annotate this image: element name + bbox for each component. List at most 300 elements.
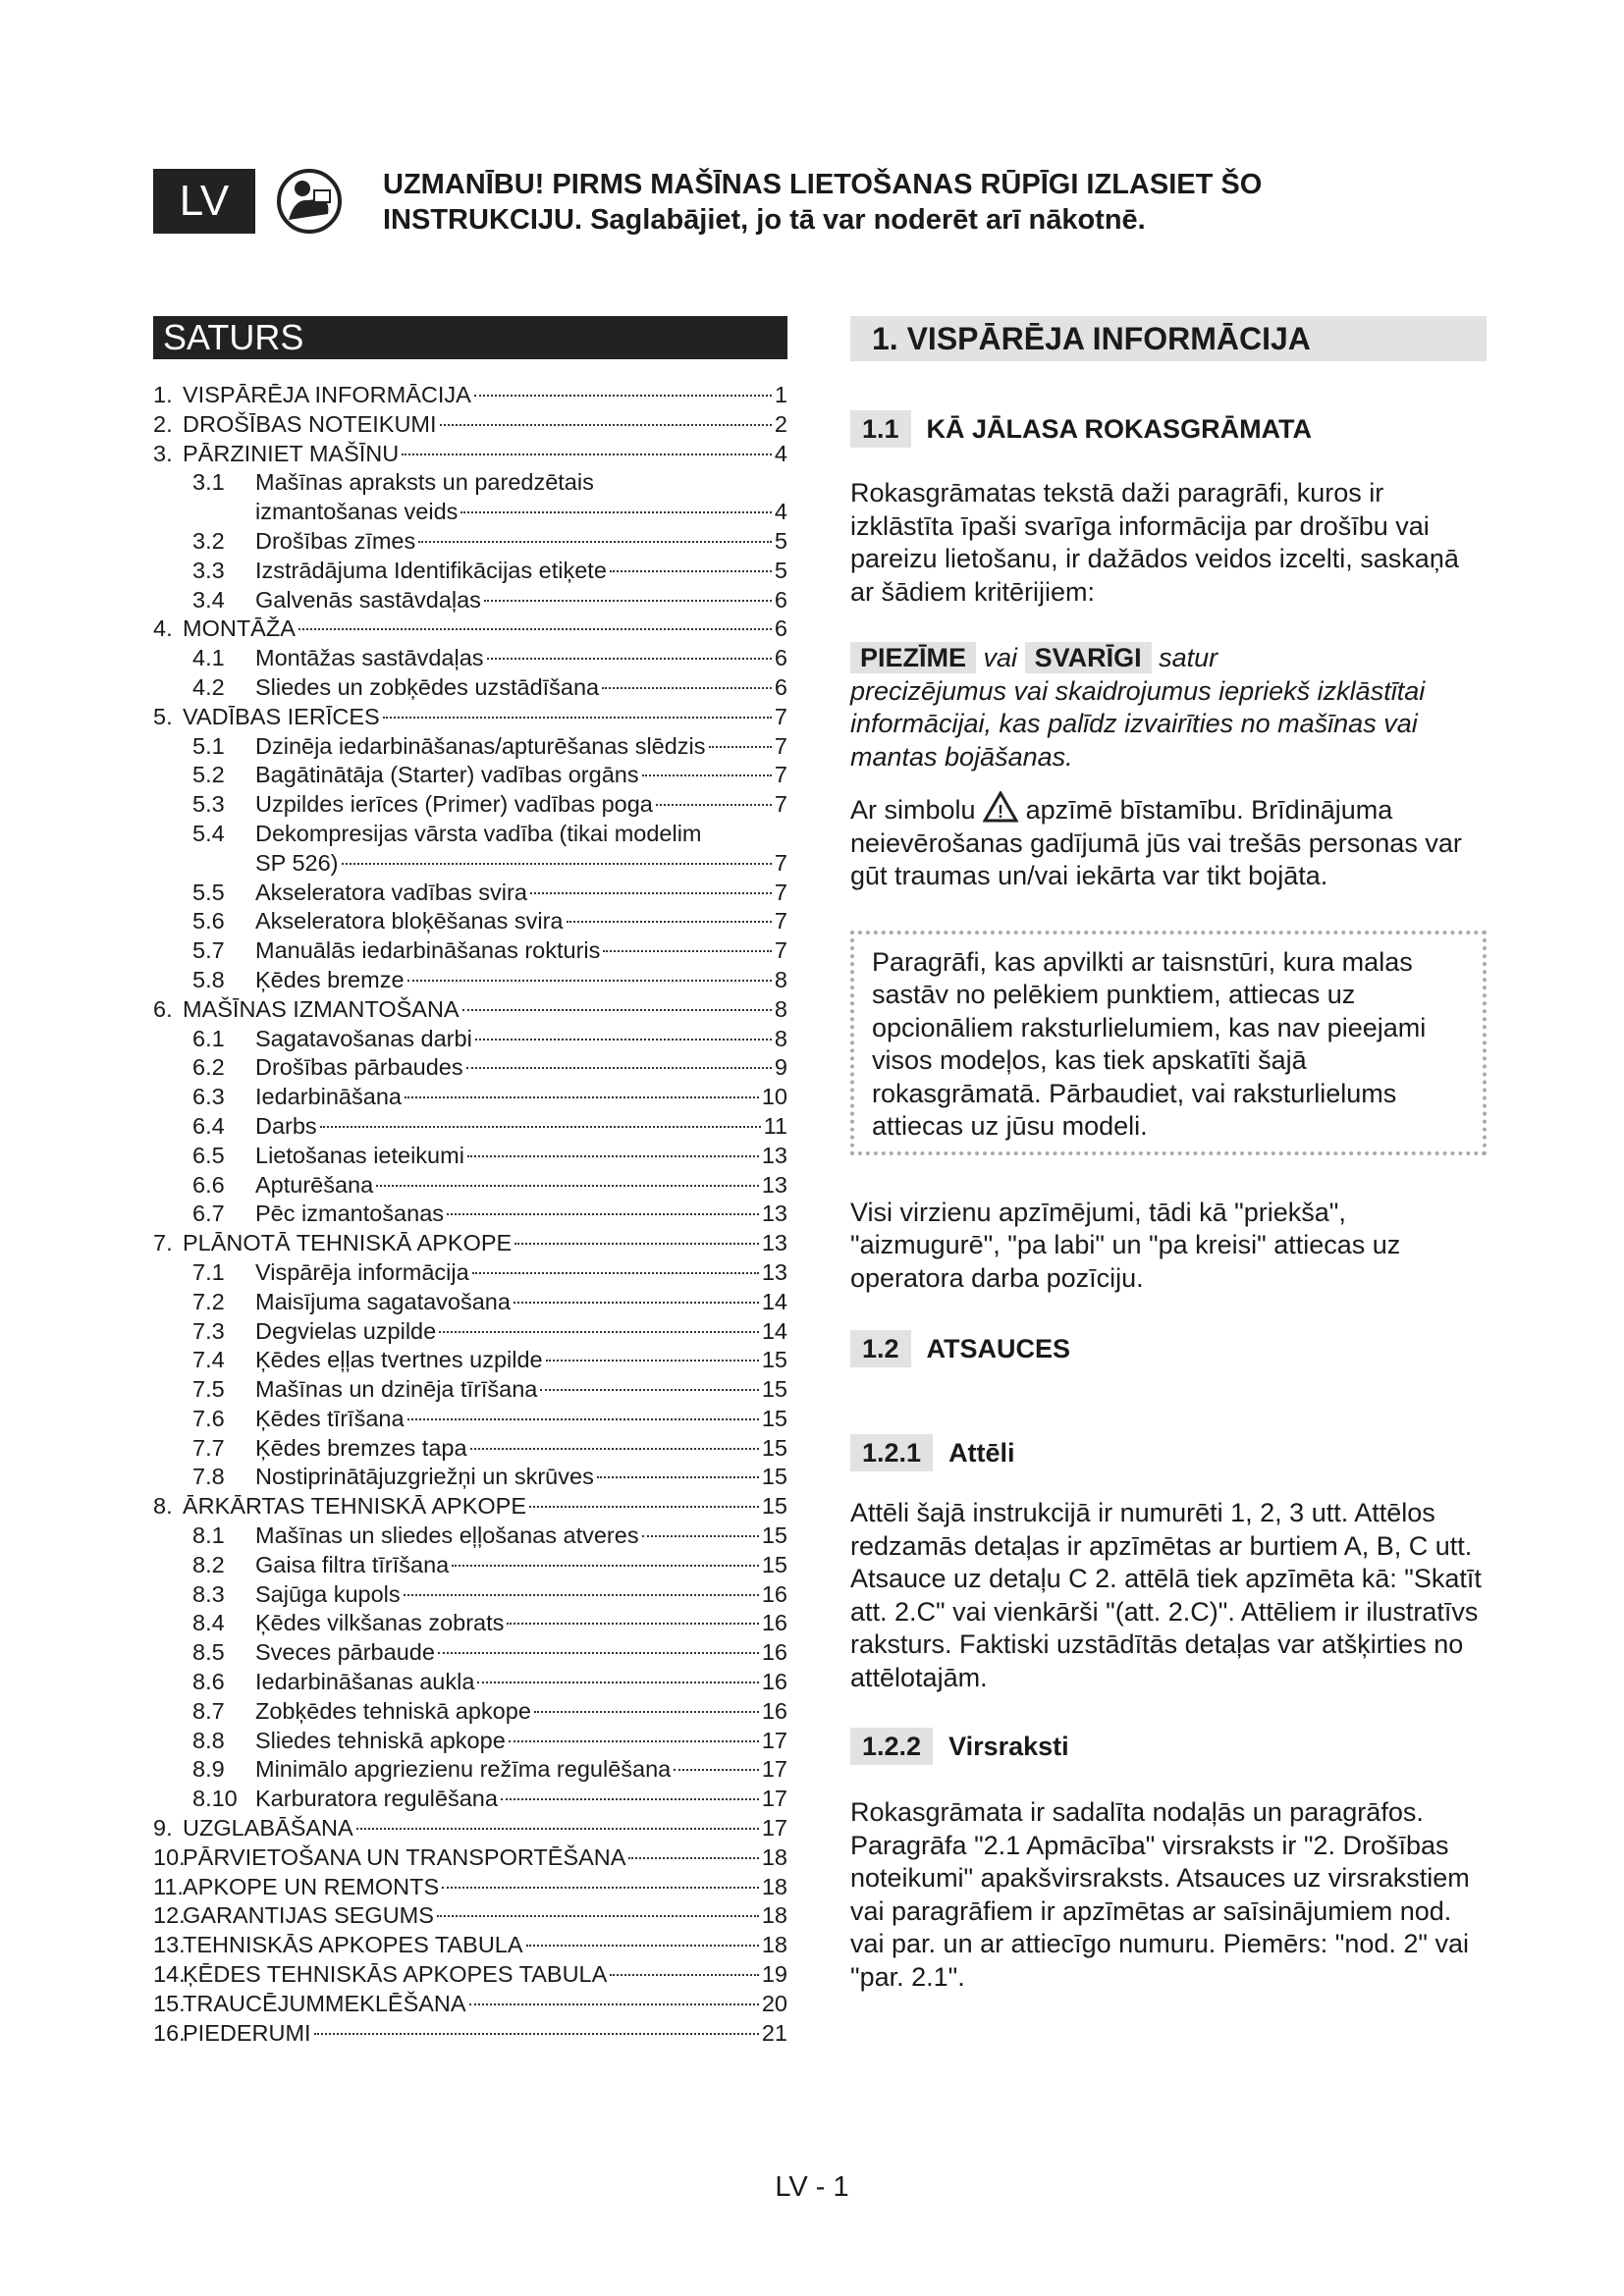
toc-entry-page: 15 bbox=[761, 1551, 787, 1577]
toc-entry[interactable] bbox=[153, 527, 787, 557]
toc-entry-page: 14 bbox=[761, 1317, 787, 1344]
toc-entry-title: Pēc izmantošanas bbox=[255, 1201, 445, 1227]
toc-entry-title: DROŠĪBAS NOTEIKUMI bbox=[183, 410, 437, 437]
svg-text:!: ! bbox=[998, 802, 1004, 822]
toc-entry-page: 17 bbox=[761, 1815, 787, 1842]
toc-entry-page: 6 bbox=[774, 615, 787, 642]
toc-entry-page: 15 bbox=[761, 1434, 787, 1461]
toc-leader-dots bbox=[407, 1418, 759, 1420]
toc-entry-page: 13 bbox=[761, 1142, 787, 1168]
toc-entry-title: Mašīnas apraksts un paredzētais bbox=[255, 469, 594, 496]
toc-entry-page: 13 bbox=[761, 1171, 787, 1198]
section-title: 1. VISPĀRĒJA INFORMĀCIJA bbox=[850, 316, 1487, 361]
toc-leader-dots bbox=[342, 863, 772, 865]
toc-entry-number: 6.5 bbox=[192, 1142, 225, 1168]
toc-entry[interactable] bbox=[153, 2019, 787, 2049]
toc-entry-page: 1 bbox=[774, 382, 787, 407]
toc-leader-dots bbox=[383, 717, 772, 719]
toc-entry[interactable] bbox=[153, 1258, 787, 1288]
toc-entry[interactable] bbox=[153, 586, 787, 615]
toc-entry-page: 15 bbox=[761, 1376, 787, 1403]
toc-entry[interactable] bbox=[153, 1142, 787, 1171]
toc-entry[interactable] bbox=[153, 1668, 787, 1697]
subsection-number: 1.2.1 bbox=[850, 1434, 933, 1471]
toc-entry-page: 17 bbox=[761, 1727, 787, 1753]
toc-entry-page: 15 bbox=[761, 1522, 787, 1549]
toc-leader-dots bbox=[438, 1652, 759, 1654]
toc-entry-page: 15 bbox=[761, 1493, 787, 1520]
toc-entry[interactable] bbox=[153, 1727, 787, 1756]
toc-entry-page: 7 bbox=[774, 762, 787, 788]
toc-leader-dots bbox=[484, 600, 772, 602]
toc-entry[interactable] bbox=[153, 849, 787, 879]
toc-entry-number: 2. bbox=[153, 410, 173, 437]
toc-entry-title: Bagātinātāja (Starter) vadības orgāns bbox=[255, 762, 639, 788]
toc-entry-page: 18 bbox=[761, 1873, 787, 1899]
toc-entry-page: 11 bbox=[763, 1112, 787, 1139]
toc-entry-number: 8.4 bbox=[192, 1610, 225, 1636]
toc-entry-title: Iedarbināšana bbox=[255, 1084, 402, 1110]
toc-entry[interactable] bbox=[153, 1317, 787, 1347]
toc-entry-title: TEHNISKĀS APKOPES TABULA bbox=[183, 1932, 523, 1958]
note-chip: PIEZĪME bbox=[850, 642, 976, 673]
toc-entry-number: 9. bbox=[153, 1815, 173, 1842]
toc-entry-number: 7.6 bbox=[192, 1405, 225, 1431]
toc-entry[interactable] bbox=[153, 879, 787, 908]
toc-entry-page: 6 bbox=[774, 673, 787, 700]
toc-leader-dots bbox=[472, 1272, 759, 1274]
toc-entry-number: 8.5 bbox=[192, 1639, 225, 1666]
subsection-title: KĀ JĀLASA ROKASGRĀMATA bbox=[926, 413, 1313, 444]
toc-entry[interactable] bbox=[153, 1434, 787, 1464]
toc-entry-page: 9 bbox=[774, 1054, 787, 1081]
page-number: LV - 1 bbox=[775, 2171, 849, 2203]
toc-entry[interactable] bbox=[153, 1492, 787, 1522]
toc-title: SATURS bbox=[153, 316, 787, 359]
toc-entry-title: Dekompresijas vārsta vadība (tikai modelim bbox=[255, 820, 702, 846]
toc-entry-page: 18 bbox=[761, 1932, 787, 1958]
toc-entry-page: 7 bbox=[774, 879, 787, 905]
danger-post: apzīmē bīstamību. Brīdinājuma neievērošanas gadījumā jūs vai trešās personas var gūt traumas un/vai iekārta var tikt bojāta. bbox=[850, 795, 1462, 890]
toc-entry-page: 19 bbox=[761, 1961, 787, 1988]
subsection-number: 1.2 bbox=[850, 1330, 911, 1367]
toc-entry-page: 16 bbox=[761, 1669, 787, 1695]
toc-entry-number: 1. bbox=[153, 382, 173, 407]
toc-entry-title: Sliedes tehniskā apkope bbox=[255, 1727, 506, 1753]
toc-entry-page: 13 bbox=[761, 1258, 787, 1285]
toc-entry-number: 6.6 bbox=[192, 1171, 225, 1198]
toc-leader-dots bbox=[376, 1185, 759, 1187]
warning-line-1: UZMANĪBU! PIRMS MAŠĪNAS LIETOŠANAS RŪPĪGI IZLASIET ŠO bbox=[383, 169, 1263, 200]
toc-entry-page: 5 bbox=[774, 527, 787, 554]
toc-entry-title: VISPĀRĒJA INFORMĀCIJA bbox=[183, 382, 471, 407]
toc-leader-dots bbox=[439, 1331, 759, 1333]
toc-entry[interactable] bbox=[153, 907, 787, 936]
toc-entry-number: 7.7 bbox=[192, 1434, 225, 1461]
toc-entry-title: Iedarbināšanas aukla bbox=[255, 1669, 475, 1695]
toc-leader-dots bbox=[418, 541, 772, 543]
toc-entry-title: ĀRKĀRTAS TEHNISKĀ APKOPE bbox=[183, 1493, 527, 1520]
toc-entry-page: 10 bbox=[761, 1084, 787, 1110]
toc-leader-dots bbox=[546, 1360, 759, 1362]
toc-entry-title: MAŠĪNAS IZMANTOŠANA bbox=[183, 995, 460, 1022]
toc-entry[interactable] bbox=[153, 1638, 787, 1668]
important-chip: SVARĪGI bbox=[1025, 642, 1152, 673]
toc-leader-dots bbox=[530, 892, 772, 894]
right-column bbox=[850, 316, 1487, 1994]
toc-leader-dots bbox=[567, 921, 772, 923]
toc-leader-dots bbox=[603, 950, 772, 952]
toc-leader-dots bbox=[442, 1887, 759, 1889]
toc-entry-number: 6. bbox=[153, 995, 173, 1022]
toc-entry-page: 16 bbox=[761, 1610, 787, 1636]
toc-entry[interactable] bbox=[153, 1551, 787, 1580]
toc-leader-dots bbox=[501, 1798, 759, 1800]
toc-entry[interactable] bbox=[153, 820, 787, 849]
toc-entry[interactable] bbox=[153, 1375, 787, 1405]
paragraph-headings: Rokasgrāmata ir sadalīta nodaļās un paragrāfos. Paragrāfa "2.1 Apmācība" virsraksts ir "2. Drošības noteikumi" apakšvirsraksts. Atsauces uz virsrakstiem vai paragrāfiem ir apzīmētas ar saīsinājumiem nod. vai par. un ar attiecīgo numuru. Piemērs: "nod. 2" vai "par. 2.1". bbox=[850, 1797, 1470, 1992]
language-badge: LV bbox=[153, 169, 255, 234]
toc-entry-number: 6.3 bbox=[192, 1084, 225, 1110]
toc-entry-title: Mašīnas un sliedes eļļošanas atveres bbox=[255, 1522, 639, 1549]
toc-entry-page: 8 bbox=[774, 1025, 787, 1051]
toc-leader-dots bbox=[470, 1448, 759, 1450]
toc-leader-dots bbox=[466, 1067, 772, 1069]
toc-entry[interactable] bbox=[153, 1083, 787, 1112]
subsection-number: 1.1 bbox=[850, 410, 911, 448]
toc-entry[interactable] bbox=[153, 614, 787, 644]
toc-entry-title: Nostiprinātājuzgriežņi un skrūves bbox=[255, 1464, 594, 1490]
toc-entry-title: PLĀNOTĀ TEHNISKĀ APKOPE bbox=[183, 1230, 513, 1256]
toc-entry-number: 13. bbox=[153, 1932, 186, 1958]
toc-entry-title: Mašīnas un dzinēja tīrīšana bbox=[255, 1376, 538, 1403]
toc-entry[interactable] bbox=[153, 966, 787, 995]
toc-entry-number: 4. bbox=[153, 615, 173, 642]
toc-leader-dots bbox=[610, 1974, 759, 1976]
toc-entry-title: Ķēdes bremzes tapa bbox=[255, 1434, 467, 1461]
toc-entry[interactable] bbox=[153, 1785, 787, 1814]
toc-entry[interactable] bbox=[153, 1522, 787, 1551]
toc-entry[interactable] bbox=[153, 1609, 787, 1638]
toc-entry[interactable] bbox=[153, 410, 787, 440]
toc-entry[interactable] bbox=[153, 1960, 787, 1990]
toc-entry-title: Drošības zīmes bbox=[255, 527, 416, 554]
chip-or: vai bbox=[983, 643, 1018, 672]
toc-leader-dots bbox=[526, 1945, 759, 1947]
toc-entry-number: 4.2 bbox=[192, 673, 225, 700]
toc-entry-page: 7 bbox=[774, 703, 787, 729]
toc-entry-title: izmantošanas veids bbox=[255, 499, 459, 525]
toc-entry-title: Montāžas sastāvdaļas bbox=[255, 645, 484, 671]
paragraph-figures: Attēli šajā instrukcijā ir numurēti 1, 2, 3 utt. Attēlos redzamās detaļas ir apzīmētas ar burtiem A, B, C utt. Atsauce uz detaļu C 2. attēlā tiek apzīmēta kā: "Skatīt att. 2.C" vai vienkārši "(att. 2.C)". Attēliem ir ilustratīvs raksturs. Faktiski uzstādītās detaļas var atšķirties no attēlotajām. bbox=[850, 1498, 1482, 1692]
toc-entry-page: 13 bbox=[761, 1201, 787, 1227]
toc-entry-number: 5. bbox=[153, 703, 173, 729]
table-of-contents bbox=[153, 381, 787, 2048]
toc-entry[interactable] bbox=[153, 1200, 787, 1229]
warning-header bbox=[383, 167, 1542, 238]
toc-entry-page: 15 bbox=[761, 1405, 787, 1431]
toc-entry-number: 4.1 bbox=[192, 645, 225, 671]
toc-entry-number: 8.7 bbox=[192, 1697, 225, 1724]
toc-entry-number: 3.2 bbox=[192, 527, 225, 554]
toc-entry-page: 15 bbox=[761, 1347, 787, 1373]
toc-entry-number: 15. bbox=[153, 1990, 186, 2016]
toc-leader-dots bbox=[452, 1565, 759, 1567]
toc-entry-title: Akseleratora vadības svira bbox=[255, 879, 527, 905]
toc-entry-number: 7.5 bbox=[192, 1376, 225, 1403]
toc-entry[interactable] bbox=[153, 1755, 787, 1785]
toc-leader-dots bbox=[507, 1623, 758, 1625]
toc-entry[interactable] bbox=[153, 468, 787, 498]
toc-entry-title: Karburatora regulēšana bbox=[255, 1786, 498, 1812]
toc-entry[interactable] bbox=[153, 381, 787, 410]
toc-entry[interactable] bbox=[153, 1990, 787, 2019]
toc-entry-number: 7.8 bbox=[192, 1464, 225, 1490]
toc-entry-number: 8.3 bbox=[192, 1580, 225, 1607]
toc-entry[interactable] bbox=[153, 1405, 787, 1434]
toc-leader-dots bbox=[514, 1243, 759, 1245]
toc-entry-page: 7 bbox=[774, 732, 787, 759]
toc-entry-number: 7.4 bbox=[192, 1347, 225, 1373]
toc-entry-title: Vispārēja informācija bbox=[255, 1258, 469, 1285]
toc-leader-dots bbox=[540, 1389, 758, 1391]
toc-entry-title: Sveces pārbaude bbox=[255, 1639, 435, 1666]
toc-entry-number: 12. bbox=[153, 1902, 186, 1929]
toc-entry[interactable] bbox=[153, 732, 787, 762]
toc-entry-number: 5.3 bbox=[192, 791, 225, 818]
toc-entry-title: MONTĀŽA bbox=[183, 615, 296, 642]
optional-feature-box bbox=[850, 931, 1487, 1155]
paragraph-directions: Visi virzienu apzīmējumi, tādi kā "priekša", "aizmugurē", "pa labi" un "pa kreisi" attiecas uz operatora darba pozīciju. bbox=[850, 1197, 1401, 1293]
toc-entry-number: 5.8 bbox=[192, 966, 225, 992]
toc-entry-title: Sajūga kupols bbox=[255, 1580, 401, 1607]
chip-tail: satur bbox=[1159, 643, 1218, 672]
toc-entry-title: APKOPE UN REMONTS bbox=[183, 1873, 440, 1899]
toc-entry[interactable] bbox=[153, 936, 787, 966]
toc-leader-dots bbox=[487, 658, 772, 660]
toc-entry[interactable] bbox=[153, 673, 787, 703]
toc-leader-dots bbox=[628, 1857, 758, 1859]
paragraph-note bbox=[850, 642, 1487, 774]
toc-leader-dots bbox=[437, 1915, 759, 1917]
toc-leader-dots bbox=[320, 1126, 761, 1128]
toc-leader-dots bbox=[407, 980, 772, 982]
toc-entry-title: PĀRZINIET MAŠĪNU bbox=[183, 440, 400, 466]
toc-entry-number: 5.4 bbox=[192, 820, 225, 846]
toc-leader-dots bbox=[656, 804, 772, 806]
toc-entry[interactable] bbox=[153, 995, 787, 1025]
toc-entry-page: 17 bbox=[761, 1756, 787, 1783]
toc-leader-dots bbox=[642, 1535, 759, 1537]
toc-leader-dots bbox=[475, 1039, 772, 1041]
toc-entry-title: Ķēdes eļļas tvertnes uzpilde bbox=[255, 1347, 543, 1373]
subsection-title: Virsraksti bbox=[948, 1731, 1069, 1761]
toc-entry-title: Maisījuma sagatavošana bbox=[255, 1288, 511, 1314]
toc-entry-number: 8. bbox=[153, 1493, 173, 1520]
toc-entry-title: Ķēdes tīrīšana bbox=[255, 1405, 405, 1431]
toc-entry-page: 4 bbox=[774, 440, 787, 466]
toc-entry[interactable] bbox=[153, 1843, 787, 1873]
toc-entry-page: 7 bbox=[774, 908, 787, 934]
toc-entry[interactable] bbox=[153, 761, 787, 790]
toc-entry-page: 18 bbox=[761, 1843, 787, 1870]
warning-line-2: INSTRUKCIJU. Saglabājiet, jo tā var noderēt arī nākotnē. bbox=[383, 204, 1146, 236]
toc-entry-number: 7.1 bbox=[192, 1258, 225, 1285]
toc-entry[interactable] bbox=[153, 1171, 787, 1201]
toc-entry-title: Degvielas uzpilde bbox=[255, 1317, 437, 1344]
toc-entry-title: Gaisa filtra tīrīšana bbox=[255, 1551, 450, 1577]
toc-leader-dots bbox=[460, 511, 772, 513]
subsection-1-1-header bbox=[850, 410, 1487, 448]
toc-leader-dots bbox=[534, 1711, 759, 1713]
toc-entry-number: 6.7 bbox=[192, 1201, 225, 1227]
toc-entry-number: 5.7 bbox=[192, 937, 225, 964]
toc-leader-dots bbox=[298, 628, 772, 630]
subsection-title: ATSAUCES bbox=[926, 1333, 1071, 1363]
toc-leader-dots bbox=[314, 2033, 759, 2035]
toc-entry-title: VADĪBAS IERĪCES bbox=[183, 703, 380, 729]
toc-entry-page: 7 bbox=[774, 849, 787, 876]
warning-triangle-icon bbox=[983, 791, 1018, 823]
toc-entry-number: 6.1 bbox=[192, 1025, 225, 1051]
toc-entry-title: ĶĒDES TEHNISKĀS APKOPES TABULA bbox=[183, 1961, 608, 1988]
toc-entry-page: 13 bbox=[761, 1230, 787, 1256]
toc-entry-page: 7 bbox=[774, 791, 787, 818]
read-manual-icon bbox=[275, 169, 344, 234]
toc-entry[interactable] bbox=[153, 1463, 787, 1492]
toc-entry[interactable] bbox=[153, 790, 787, 820]
toc-leader-dots bbox=[440, 424, 772, 426]
toc-entry-title: TRAUCĒJUMMEKLĒŠANA bbox=[183, 1990, 466, 2016]
toc-entry[interactable] bbox=[153, 1288, 787, 1317]
toc-entry-number: 16. bbox=[153, 2019, 186, 2046]
toc-leader-dots bbox=[404, 1594, 759, 1596]
toc-entry-number: 3.3 bbox=[192, 557, 225, 583]
toc-entry[interactable] bbox=[153, 1053, 787, 1083]
toc-entry-title: Galvenās sastāvdaļas bbox=[255, 586, 481, 613]
toc-entry-page: 5 bbox=[774, 557, 787, 583]
toc-entry-title: SP 526) bbox=[255, 849, 339, 876]
toc-entry-page: 21 bbox=[761, 2019, 787, 2046]
toc-entry-title: Ķēdes bremze bbox=[255, 966, 405, 992]
toc-entry-title: Darbs bbox=[255, 1112, 317, 1139]
toc-entry[interactable] bbox=[153, 440, 787, 469]
toc-entry-title: Lietošanas ieteikumi bbox=[255, 1142, 464, 1168]
subsection-1-2-header bbox=[850, 1330, 1487, 1367]
toc-entry[interactable] bbox=[153, 703, 787, 732]
toc-entry-page: 4 bbox=[774, 499, 787, 525]
toc-leader-dots bbox=[447, 1213, 759, 1215]
toc-entry-number: 5.2 bbox=[192, 762, 225, 788]
toc-entry-number: 6.2 bbox=[192, 1054, 225, 1081]
note-text: precizējumus vai skaidrojumus iepriekš izklāstītai informācijai, kas palīdz izvairīties no mašīnas vai mantas bojāšanas. bbox=[850, 675, 1426, 772]
toc-entry-page: 8 bbox=[774, 966, 787, 992]
toc-entry-title: GARANTIJAS SEGUMS bbox=[183, 1902, 434, 1929]
toc-entry[interactable] bbox=[153, 1931, 787, 1960]
toc-entry-page: 16 bbox=[761, 1697, 787, 1724]
toc-entry-title: Zobķēdes tehniskā apkope bbox=[255, 1697, 531, 1724]
toc-entry-title: PIEDERUMI bbox=[183, 2019, 311, 2046]
toc-entry-number: 7.3 bbox=[192, 1317, 225, 1344]
toc-entry-page: 18 bbox=[761, 1902, 787, 1929]
toc-entry-page: 20 bbox=[761, 1990, 787, 2016]
toc-entry-number: 10. bbox=[153, 1843, 186, 1870]
toc-entry-number: 8.2 bbox=[192, 1551, 225, 1577]
toc-leader-dots bbox=[674, 1769, 759, 1771]
toc-entry-number: 3.4 bbox=[192, 586, 225, 613]
toc-entry[interactable] bbox=[153, 1697, 787, 1727]
toc-entry[interactable] bbox=[153, 1025, 787, 1054]
toc-entry-title: Minimālo apgriezienu režīma regulēšana bbox=[255, 1756, 672, 1783]
subsection-1-2-1-header bbox=[850, 1434, 1487, 1471]
toc-entry-title: Dzinēja iedarbināšanas/apturēšanas slēdzis bbox=[255, 732, 706, 759]
toc-entry[interactable] bbox=[153, 1580, 787, 1610]
toc-leader-dots bbox=[514, 1302, 759, 1304]
toc-entry[interactable] bbox=[153, 1901, 787, 1931]
toc-leader-dots bbox=[529, 1506, 759, 1508]
toc-leader-dots bbox=[462, 1009, 772, 1011]
toc-leader-dots bbox=[709, 746, 772, 748]
subsection-1-2-2-header bbox=[850, 1728, 1487, 1765]
toc-entry-number: 3. bbox=[153, 440, 173, 466]
toc-entry-page: 17 bbox=[761, 1786, 787, 1812]
toc-entry-number: 8.10 bbox=[192, 1786, 238, 1812]
toc-entry-number: 6.4 bbox=[192, 1112, 225, 1139]
toc-entry-page: 16 bbox=[761, 1580, 787, 1607]
toc-entry-number: 3.1 bbox=[192, 469, 225, 496]
toc-entry[interactable] bbox=[153, 557, 787, 586]
toc-entry[interactable] bbox=[153, 1229, 787, 1258]
toc-entry-title: Drošības pārbaudes bbox=[255, 1054, 463, 1081]
toc-leader-dots bbox=[642, 774, 772, 776]
toc-entry[interactable] bbox=[153, 498, 787, 527]
toc-entry-number: 5.1 bbox=[192, 732, 225, 759]
toc-entry-title: UZGLABĀŠANA bbox=[183, 1815, 353, 1842]
toc-leader-dots bbox=[597, 1476, 759, 1478]
toc-entry[interactable] bbox=[153, 1814, 787, 1843]
toc-entry-number: 11. bbox=[153, 1873, 184, 1899]
toc-entry-title: Izstrādājuma Identifikācijas etiķete bbox=[255, 557, 607, 583]
toc-entry-page: 15 bbox=[761, 1464, 787, 1490]
toc-entry-title: Manuālās iedarbināšanas rokturis bbox=[255, 937, 601, 964]
toc-entry-number: 7.2 bbox=[192, 1288, 225, 1314]
toc-entry[interactable] bbox=[153, 1346, 787, 1375]
toc-entry-number: 14. bbox=[153, 1961, 186, 1988]
toc-entry-number: 7. bbox=[153, 1230, 173, 1256]
danger-pre: Ar simbolu bbox=[850, 795, 976, 825]
toc-entry-title: Akseleratora bloķēšanas svira bbox=[255, 908, 564, 934]
toc-entry-title: Apturēšana bbox=[255, 1171, 374, 1198]
toc-entry[interactable] bbox=[153, 1873, 787, 1902]
toc-entry-page: 7 bbox=[774, 937, 787, 964]
subsection-number: 1.2.2 bbox=[850, 1728, 933, 1765]
toc-leader-dots bbox=[477, 1682, 758, 1683]
toc-leader-dots bbox=[405, 1096, 759, 1098]
toc-leader-dots bbox=[602, 687, 772, 689]
toc-entry-number: 8.1 bbox=[192, 1522, 225, 1549]
toc-entry-page: 8 bbox=[774, 995, 787, 1022]
toc-entry[interactable] bbox=[153, 1112, 787, 1142]
toc-leader-dots bbox=[610, 570, 772, 572]
toc-leader-dots bbox=[467, 1155, 759, 1157]
toc-leader-dots bbox=[509, 1740, 759, 1742]
toc-entry-number: 8.8 bbox=[192, 1727, 225, 1753]
toc-entry[interactable] bbox=[153, 644, 787, 673]
toc-entry-title: Sagatavošanas darbi bbox=[255, 1025, 472, 1051]
toc-entry-title: Sliedes un zobķēdes uzstādīšana bbox=[255, 673, 600, 700]
optional-feature-text: Paragrāfi, kas apvilkti ar taisnstūri, kura malas sastāv no pelēkiem punktiem, attiecas uz opcionāliem raksturlielumiem, kas nav pieejami visos modeļos, kas tiek apskatīti šajā rokasgrāmatā. Pārbaudiet, vai raksturlielums attiecas uz jūsu modeli. bbox=[872, 946, 1427, 1141]
subsection-title: Attēli bbox=[948, 1437, 1015, 1468]
